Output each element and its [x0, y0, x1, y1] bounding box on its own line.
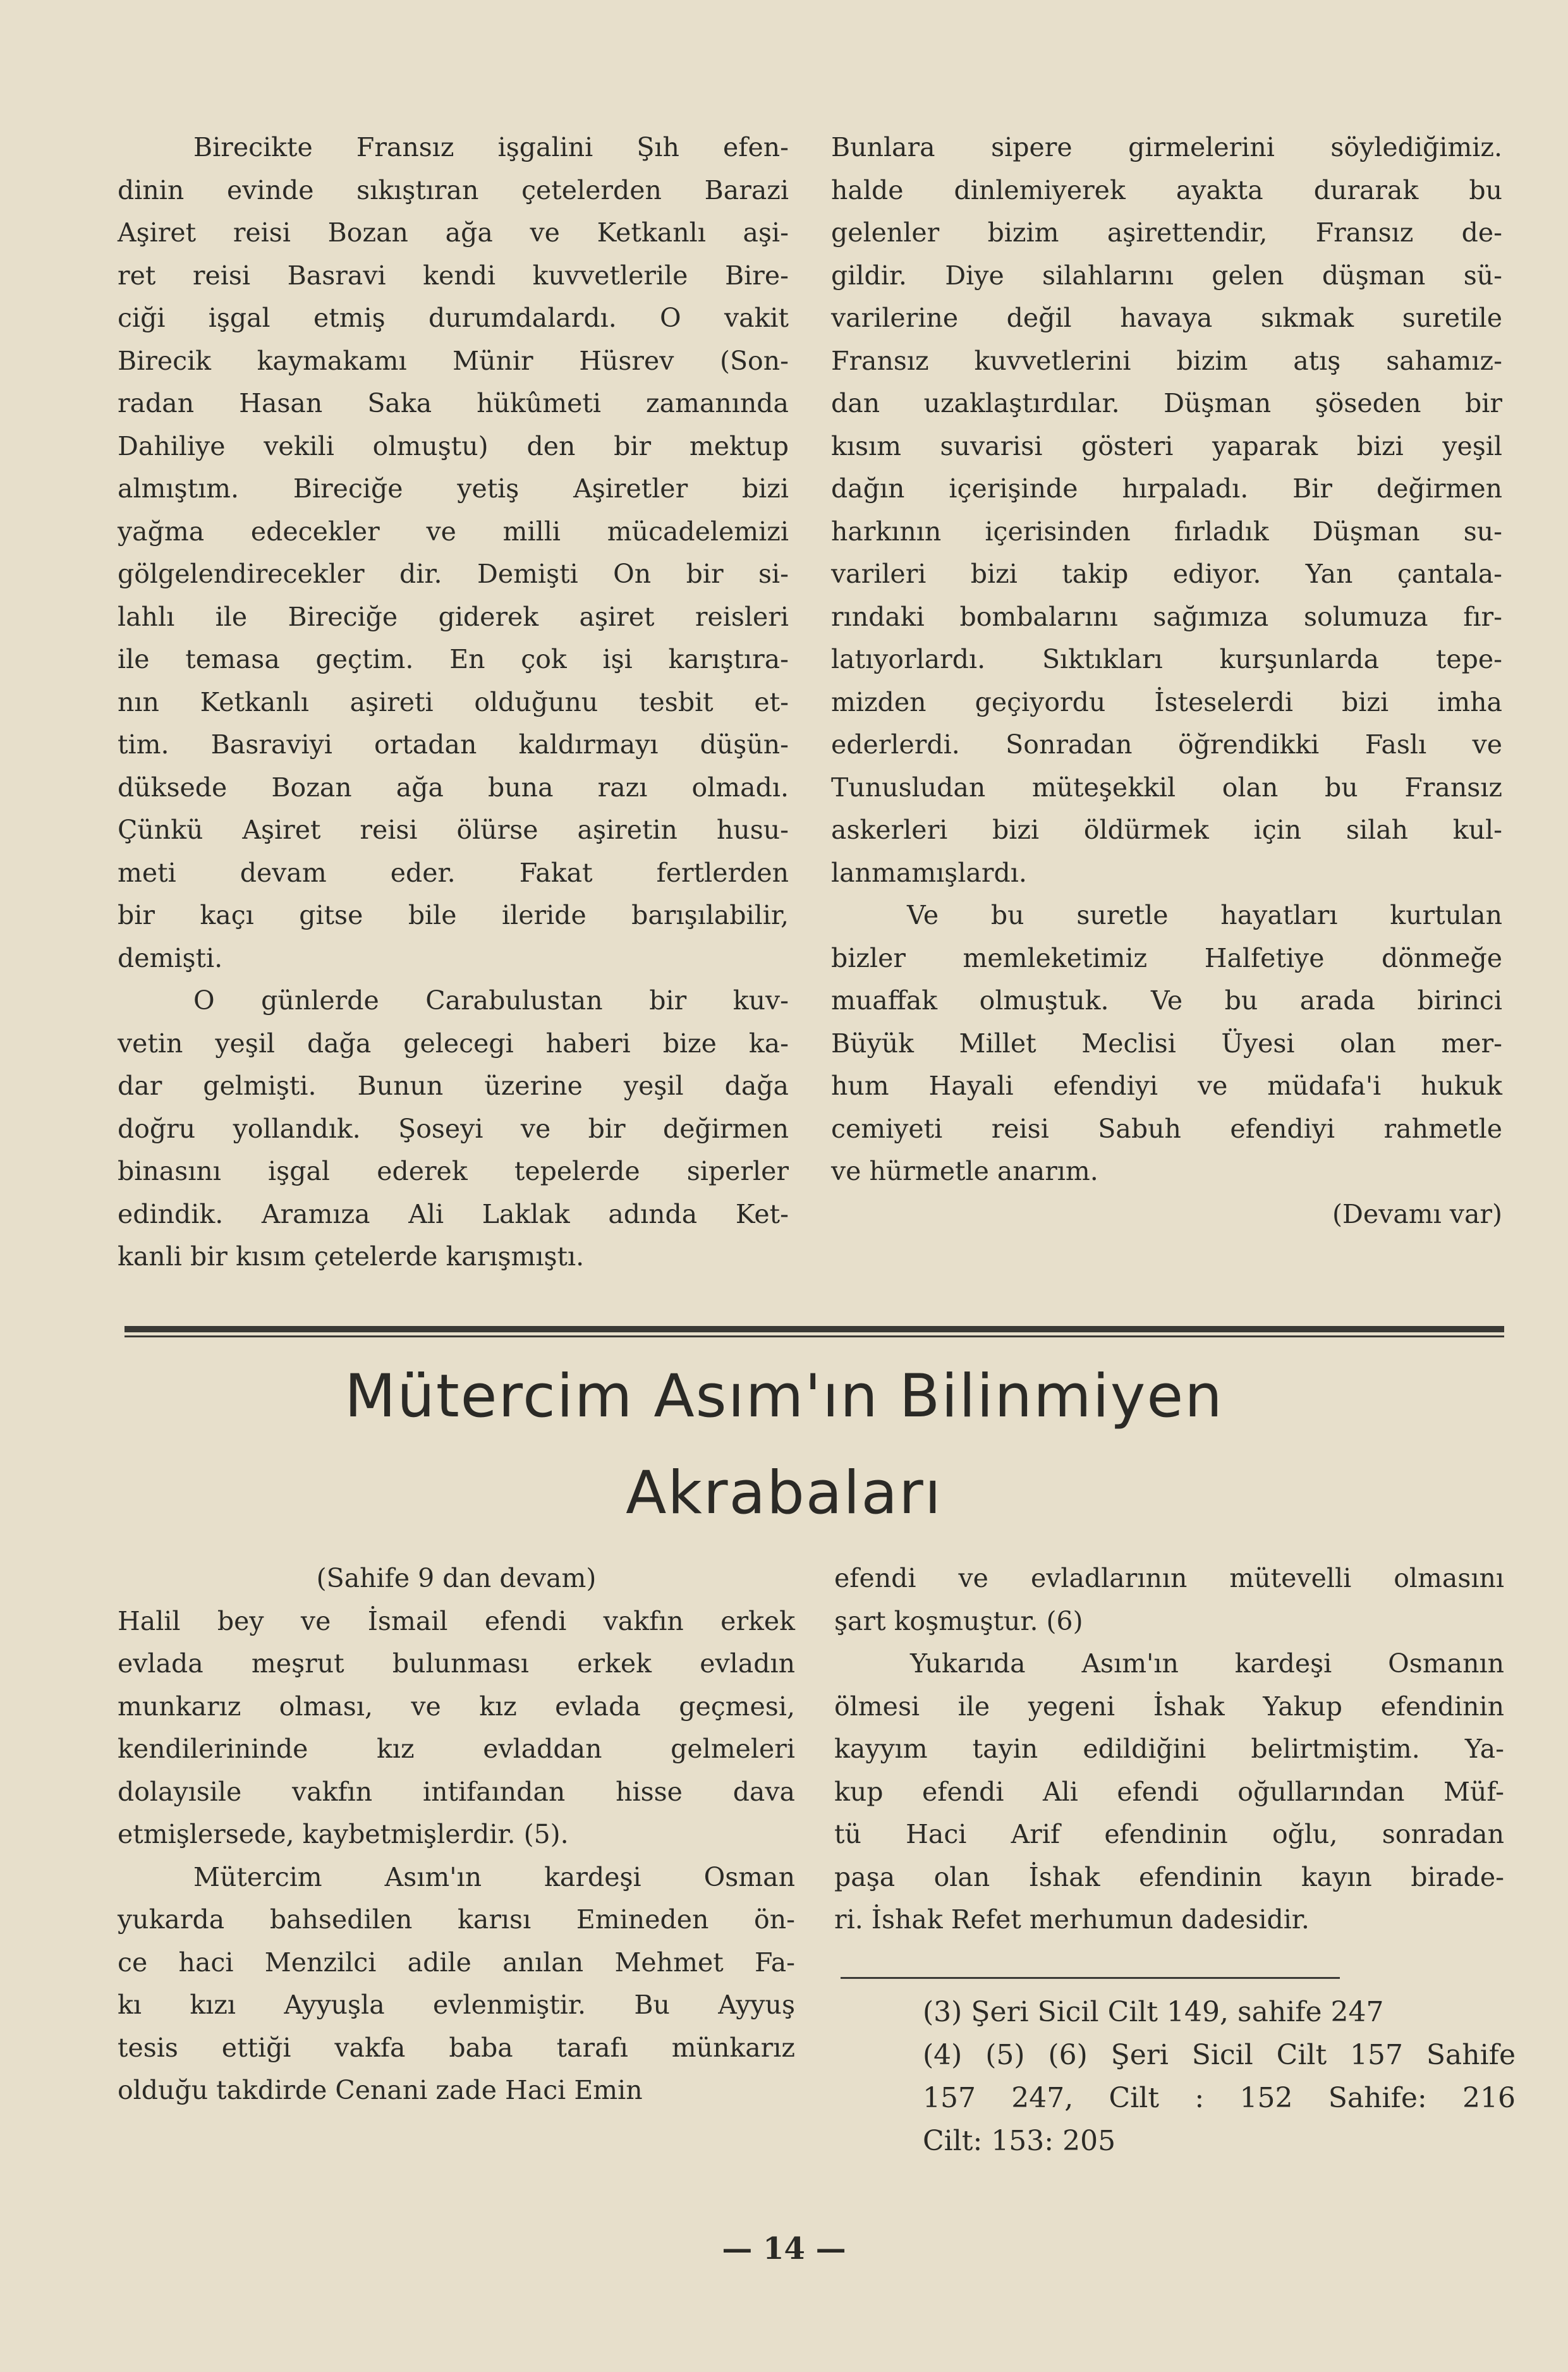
text-line: hum Hayali efendiyi ve müdafa'i hukuk: [831, 1071, 1502, 1101]
text-line: Ve bu suretle hayatları kurtulan: [907, 900, 1502, 930]
text-line: tim. Basraviyi ortadan kaldırmayı düşün-: [118, 729, 789, 760]
text-line: Çünkü Aşiret reisi ölürse aşiretin husu-: [118, 815, 789, 845]
text-line: doğru yollandık. Şoseyi ve bir değirmen: [118, 1113, 789, 1144]
text-line: yağma edecekler ve milli mücadelemizi: [118, 516, 789, 547]
text-line: efendi ve evladlarının mütevelli olmasını: [834, 1563, 1504, 1593]
text-line: dar gelmişti. Bunun üzerine yeşil dağa: [118, 1071, 789, 1101]
text-line: bizler memleketimiz Halfetiye dönmeğe: [831, 942, 1502, 973]
text-line: paşa olan İshak efendinin kayın birade-: [834, 1861, 1504, 1892]
text-line: edindik. Aramıza Ali Laklak adında Ket-: [118, 1198, 789, 1229]
text-line: almıştım. Bireciğe yetiş Aşiretler bizi: [118, 473, 789, 504]
text-line: tü Haci Arif efendinin oğlu, sonradan: [834, 1819, 1504, 1849]
text-line: olduğu takdirde Cenani zade Haci Emin: [118, 2075, 643, 2105]
text-line: Halil bey ve İsmail efendi vakfın erkek: [118, 1605, 795, 1636]
section-divider-thick: [125, 1326, 1504, 1332]
text-line: gildir. Diye silahlarını gelen düşman sü-: [831, 260, 1502, 291]
text-line: ile temasa geçtim. En çok işi karıştıra-: [118, 644, 789, 674]
text-line: Aşiret reisi Bozan ağa ve Ketkanlı aşi-: [118, 217, 789, 248]
text-line: Yukarıda Asım'ın kardeşi Osmanın: [910, 1648, 1504, 1679]
text-line: ce haci Menzilci adile anılan Mehmet Fa-: [118, 1947, 795, 1978]
footnotes: [923, 1991, 1516, 2163]
text-line: Cilt: 153: 205: [923, 2125, 1116, 2157]
text-line: tesis ettiği vakfa baba tarafı münkarız: [118, 2032, 795, 2063]
text-line: dan uzaklaştırdılar. Düşman şöseden bir: [831, 388, 1502, 418]
section-divider-thin: [125, 1335, 1504, 1337]
text-line: (Devamı var): [1332, 1198, 1502, 1229]
text-line: varileri bizi takip ediyor. Yan çantala-: [831, 559, 1502, 589]
text-line: yukarda bahsedilen karısı Emineden ön-: [118, 1904, 795, 1935]
text-line: harkının içerisinden fırladık Düşman su-: [831, 516, 1502, 547]
text-line: gelenler bizim aşirettendir, Fransız de-: [831, 217, 1502, 248]
text-line: gölgelendirecekler dir. Demişti On bir si-: [118, 559, 789, 589]
text-line: nın Ketkanlı aşireti olduğunu tesbit et-: [118, 686, 789, 717]
text-line: düksede Bozan ağa buna razı olmadı.: [118, 772, 789, 803]
text-line: evlada meşrut bulunması erkek evladın: [118, 1648, 795, 1679]
text-line: askerleri bizi öldürmek için silah kul-: [831, 815, 1502, 845]
text-line: Tunusludan müteşekkil olan bu Fransız: [831, 772, 1502, 803]
text-line: kayyım tayin edildiğini belirtmiştim. Ya-: [834, 1734, 1504, 1764]
text-line: varilerine değil havaya sıkmak suretile: [831, 303, 1502, 333]
text-line: radan Hasan Saka hükûmeti zamanında: [118, 388, 789, 418]
footnote-divider: [841, 1977, 1340, 1979]
text-line: dolayısile vakfın intifaından hisse dava: [118, 1776, 795, 1807]
text-line: kup efendi Ali efendi oğullarından Müf-: [834, 1776, 1504, 1807]
text-line: binasını işgal ederek tepelerde siperler: [118, 1156, 789, 1186]
text-line: Birecikte Fransız işgalini Şıh efen-: [193, 132, 789, 162]
text-line: kısım suvarisi gösteri yaparak bizi yeşil: [831, 430, 1502, 461]
text-line: meti devam eder. Fakat fertlerden: [118, 857, 789, 888]
text-line: cemiyeti reisi Sabuh efendiyi rahmetle: [831, 1113, 1502, 1144]
text-line: 157 247, Cilt : 152 Sahife: 216: [923, 2082, 1516, 2114]
text-line: ri. İshak Refet merhumun dadesidir.: [834, 1904, 1310, 1935]
text-line: latıyorlardı. Sıktıkları kurşunlarda tepe-: [831, 644, 1502, 674]
text-line: dinin evinde sıkıştıran çetelerden Barazi: [118, 174, 789, 205]
text-line: mizden geçiyordu İsteselerdi bizi imha: [831, 686, 1502, 717]
text-line: şart koşmuştur. (6): [834, 1605, 1083, 1636]
text-line: Dahiliye vekili olmuştu) den bir mektup: [118, 430, 789, 461]
article-title-line1: Mütercim Asım'ın Bilinmiyen: [344, 1362, 1224, 1431]
text-line: kendilerininde kız evladdan gelmeleri: [118, 1734, 795, 1764]
text-line: Mütercim Asım'ın kardeşi Osman: [193, 1861, 795, 1892]
top-left-column: [118, 126, 789, 1279]
text-line: lahlı ile Bireciğe giderek aşiret reisleri: [118, 601, 789, 632]
text-line: Bunlara sipere girmelerini söylediğimiz.: [831, 132, 1502, 162]
text-line: ederlerdi. Sonradan öğrendikki Faslı ve: [831, 729, 1502, 760]
top-right-column: [831, 126, 1502, 1236]
text-line: munkarız olması, ve kız evlada geçmesi,: [118, 1691, 795, 1722]
text-line: Büyük Millet Meclisi Üyesi olan mer-: [831, 1028, 1502, 1059]
text-line: lanmamışlardı.: [831, 857, 1027, 888]
text-line: demişti.: [118, 942, 223, 973]
bottom-left-column: [118, 1557, 795, 2112]
text-line: ve hürmetle anarım.: [831, 1156, 1098, 1186]
text-line: ölmesi ile yegeni İshak Yakup efendinin: [834, 1691, 1504, 1722]
text-line: (3) Şeri Sicil Cilt 149, sahife 247: [923, 1996, 1384, 2028]
text-line: bir kaçı gitse bile ileride barışılabilir,: [118, 900, 789, 930]
text-line: kı kızı Ayyuşla evlenmiştir. Bu Ayyuş: [118, 1990, 795, 2020]
text-line: dağın içerişinde hırpaladı. Bir değirmen: [831, 473, 1502, 504]
text-line: ciği işgal etmiş durumdalardı. O vakit: [118, 303, 789, 333]
text-line: O günlerde Carabulustan bir kuv-: [193, 985, 789, 1016]
text-line: (4) (5) (6) Şeri Sicil Cilt 157 Sahife: [923, 2039, 1516, 2071]
text-line: Fransız kuvvetlerini bizim atış sahamız-: [831, 345, 1502, 376]
text-line: muaffak olmuştuk. Ve bu arada birinci: [831, 985, 1502, 1016]
text-line: rındaki bombalarını sağımıza solumuza fır-: [831, 601, 1502, 632]
text-line: kanli bir kısım çetelerde karışmıştı.: [118, 1241, 585, 1272]
text-line: ret reisi Basravi kendi kuvvetlerile Bire-: [118, 260, 789, 291]
text-line: etmişlersede, kaybetmişlerdir. (5).: [118, 1819, 569, 1849]
text-line: Birecik kaymakamı Münir Hüsrev (Son-: [118, 345, 789, 376]
bottom-right-column: [834, 1557, 1504, 1942]
text-line: vetin yeşil dağa gelecegi haberi bize ka-: [118, 1028, 789, 1059]
page-number: — 14 —: [722, 2231, 846, 2266]
text-line: (Sahife 9 dan devam): [316, 1563, 597, 1593]
article-title-line2: Akrabaları: [626, 1459, 942, 1528]
text-line: halde dinlemiyerek ayakta durarak bu: [831, 174, 1502, 205]
